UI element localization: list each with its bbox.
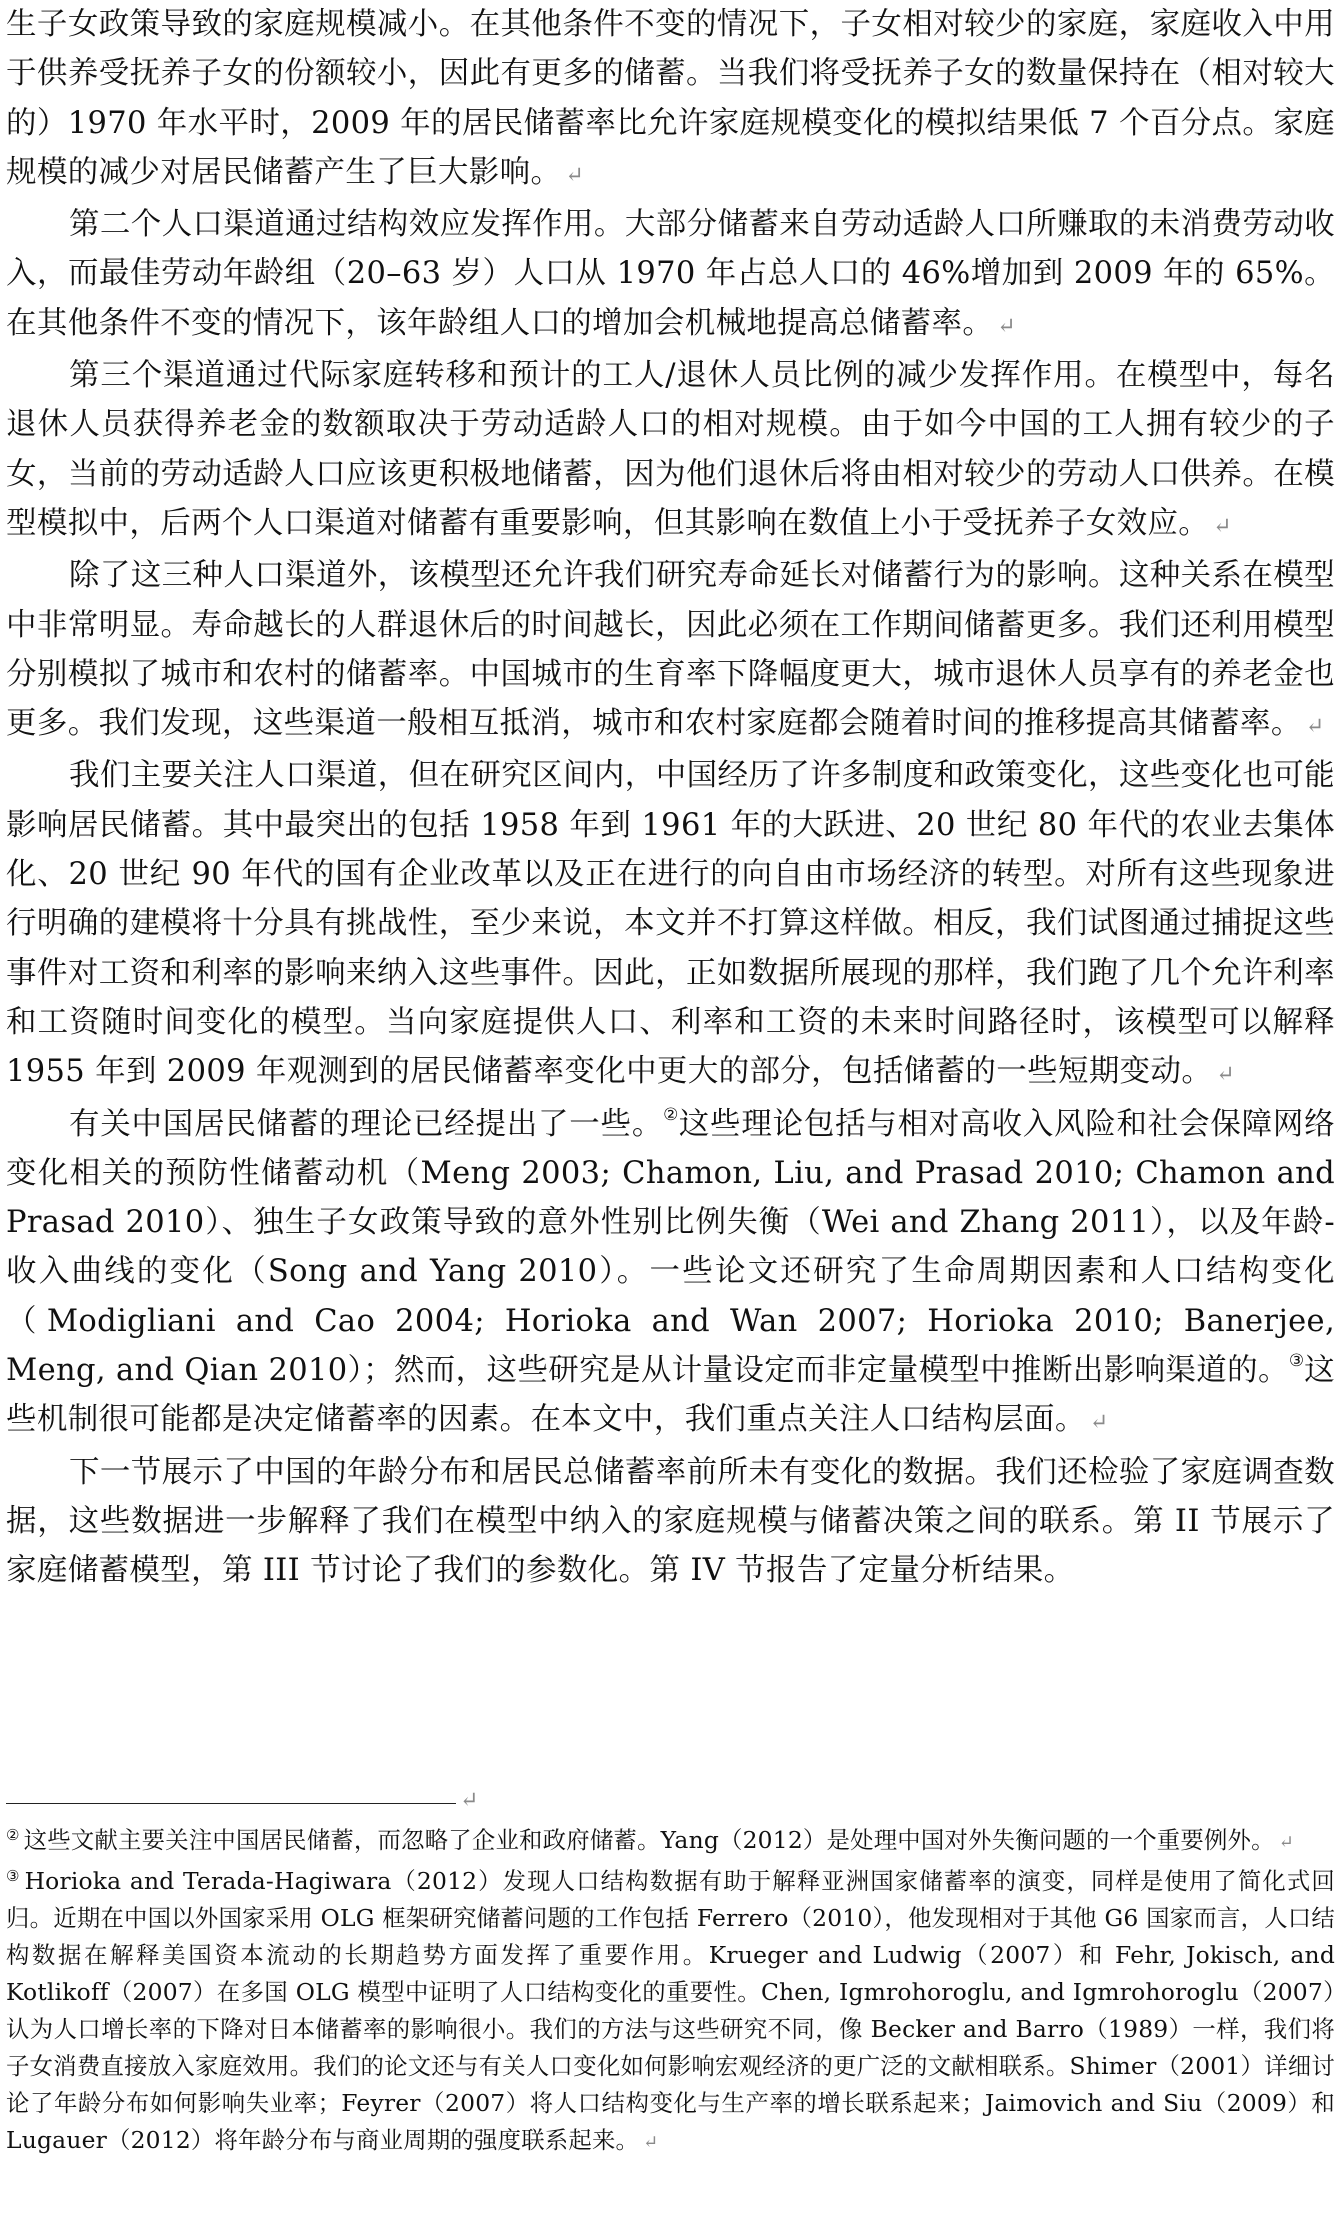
paragraph-mark-icon: ↵ — [1213, 513, 1232, 539]
footnote-text: 这些文献主要关注中国居民储蓄，而忽略了企业和政府储蓄。Yang（2012）是处理中国对外失衡问题的一个重要例外。 — [23, 1826, 1275, 1854]
paragraph-mark-icon: ↵ — [1216, 1062, 1235, 1088]
paragraph — [6, 1100, 1335, 1448]
footnote — [6, 1822, 1335, 1861]
paragraph-text: 第三个渠道通过代际家庭转移和预计的工人/退休人员比例的减少发挥作用。在模型中，每名退休人员获得养老金的数额取决于劳动适龄人口的相对规模。由于如今中国的工人拥有较少的子女，当前的劳动适龄人口应该更积极地储蓄，因为他们退休后将由相对较少的劳动人口供养。在模型模拟中，后两个人口渠道对储蓄有重要影响，但其影响在数值上小于受抚养子女效应。 — [6, 358, 1335, 541]
paragraph — [6, 200, 1335, 351]
paragraph-text: 下一节展示了中国的年龄分布和居民总储蓄率前所未有变化的数据。我们还检验了家庭调查数据，这些数据进一步解释了我们在模型中纳入的家庭规模与储蓄决策之间的联系。第 II 节展示了家庭储蓄模型，第 III 节讨论了我们的参数化。第 IV 节报告了定量分析结果。 — [6, 1454, 1335, 1589]
paragraph-text: 除了这三种人口渠道外，该模型还允许我们研究寿命延长对储蓄行为的影响。这种关系在模型中非常明显。寿命越长的人群退休后的时间越长，因此必须在工作期间储蓄更多。我们还利用模型分别模拟了城市和农村的储蓄率。中国城市的生育率下降幅度更大，城市退休人员享有的养老金也更多。我们发现，这些渠道一般相互抵消，城市和农村家庭都会随着时间的推移提高其储蓄率。 — [6, 558, 1335, 742]
paragraph-mark-icon: ↵ — [1089, 1410, 1109, 1436]
paragraph — [6, 751, 1335, 1099]
paragraph — [6, 351, 1335, 551]
paragraph-mark-icon: ↵ — [565, 162, 584, 188]
footnotes — [6, 1822, 1335, 2163]
footnote-number: ② — [6, 1826, 20, 1844]
separator-line — [6, 1803, 456, 1804]
paragraph-mark-icon: ↵ — [1305, 714, 1325, 740]
footnote-text: Horioka and Terada-Hagiwara（2012）发现人口结构数据有助于解释亚洲国家储蓄率的演变，同样是使用了简化式回归。近期在中国以外国家采用 OLG 框架研究储蓄问题的工作包括 Ferrero（2010），他发现相对于其他 G6 国家而言，人口结构数据在解释美国资本流动的长期趋势方面发挥了重要作用。Krueger and Ludwig（2007）和 Fehr, Jokisch, and Kotlikoff（2007）在多国 OLG 模型中证明了人口结构变化的重要性。Chen, Igmrohoroglu, and Igmrohoroglu（2007）认为人口增长率的下降对日本储蓄率的影响很小。我们的方法与这些研究不同，像 Becker and Barro（1989）一样，我们将子女消费直接放入家庭效用。我们的论文还与有关人口变化如何影响宏观经济的更广泛的文献相联系。Shimer（2001）详细讨论了年龄分布如何影响失业率；Feyrer（2007）将人口结构变化与生产率的增长联系起来；Jaimovich and Siu（2009）和 Lugauer（2012）将年龄分布与商业周期的强度联系起来。 — [6, 1867, 1335, 2154]
paragraph — [6, 1448, 1335, 1596]
paragraph-text: 我们主要关注人口渠道，但在研究区间内，中国经历了许多制度和政策变化，这些变化也可能影响居民储蓄。其中最突出的包括 1958 年到 1961 年的大跃进、20 世纪 80 年代的农业去集体化、20 世纪 90 年代的国有企业改革以及正在进行的向自由市场经济的转型。对所有这些现象进行明确的建模将十分具有挑战性，至少来说，本文并不打算这样做。相反，我们试图通过捕捉这些事件对工资和利率的影响来纳入这些事件。因此，正如数据所展现的那样，我们跑了几个允许利率和工资随时间变化的模型。当向家庭提供人口、利率和工资的未来时间路径时，该模型可以解释 1955 年到 2009 年观测到的居民储蓄率变化中更大的部分，包括储蓄的一些短期变动。 — [6, 758, 1335, 1090]
paragraph-text: 生子女政策导致的家庭规模减小。在其他条件不变的情况下，子女相对较少的家庭，家庭收入中用于供养受抚养子女的份额较小，因此有更多的储蓄。当我们将受抚养子女的数量保持在（相对较大的）1970 年水平时，2009 年的居民储蓄率比允许家庭规模变化的模拟结果低 7 个百分点。家庭规模的减少对居民储蓄产生了巨大影响。 — [6, 7, 1335, 190]
paragraph-text: 这些理论包括与相对高收入风险和社会保障网络变化相关的预防性储蓄动机（Meng 2003; Chamon, Liu, and Prasad 2010; Chamon and Prasad 2010）、独生子女政策导致的意外性别比例失衡（Wei and Zhang 2011），以及年龄-收入曲线的变化（Song and Yang 2010）。一些论文还研究了生命周期因素和人口结构变化（Modigliani and Cao 2004; Horioka and Wan 2007; Horioka 2010; Banerjee, Meng, and Qian 2010）；然而，这些研究是从计量设定而非定量模型中推断出影响渠道的。 — [6, 1106, 1335, 1389]
footnote-separator — [6, 1788, 478, 1813]
footnote-reference[interactable]: ③ — [1288, 1351, 1305, 1372]
paragraph-mark-icon: ↵ — [460, 1788, 479, 1813]
paragraph — [6, 0, 1335, 200]
paragraph-text: 第二个人口渠道通过结构效应发挥作用。大部分储蓄来自劳动适龄人口所赚取的未消费劳动收入，而最佳劳动年龄组（20–63 岁）人口从 1970 年占总人口的 46%增加到 2009 年的 65%。在其他条件不变的情况下，该年龄组人口的增加会机械地提高总储蓄率。 — [6, 207, 1335, 341]
footnote — [6, 1863, 1335, 2161]
paragraph-mark-icon: ↵ — [1278, 1832, 1294, 1853]
footnote-reference[interactable]: ② — [663, 1104, 679, 1125]
main-text — [6, 0, 1335, 1596]
paragraph-text: 这些机制很可能都是决定储蓄率的因素。在本文中，我们重点关注人口结构层面。 — [6, 1353, 1335, 1438]
footnote-number: ③ — [6, 1867, 21, 1885]
paragraph-text: 有关中国居民储蓄的理论已经提出了一些。 — [69, 1106, 664, 1142]
paragraph — [6, 551, 1335, 751]
paragraph-mark-icon: ↵ — [643, 2132, 659, 2153]
paragraph-mark-icon: ↵ — [997, 313, 1016, 339]
